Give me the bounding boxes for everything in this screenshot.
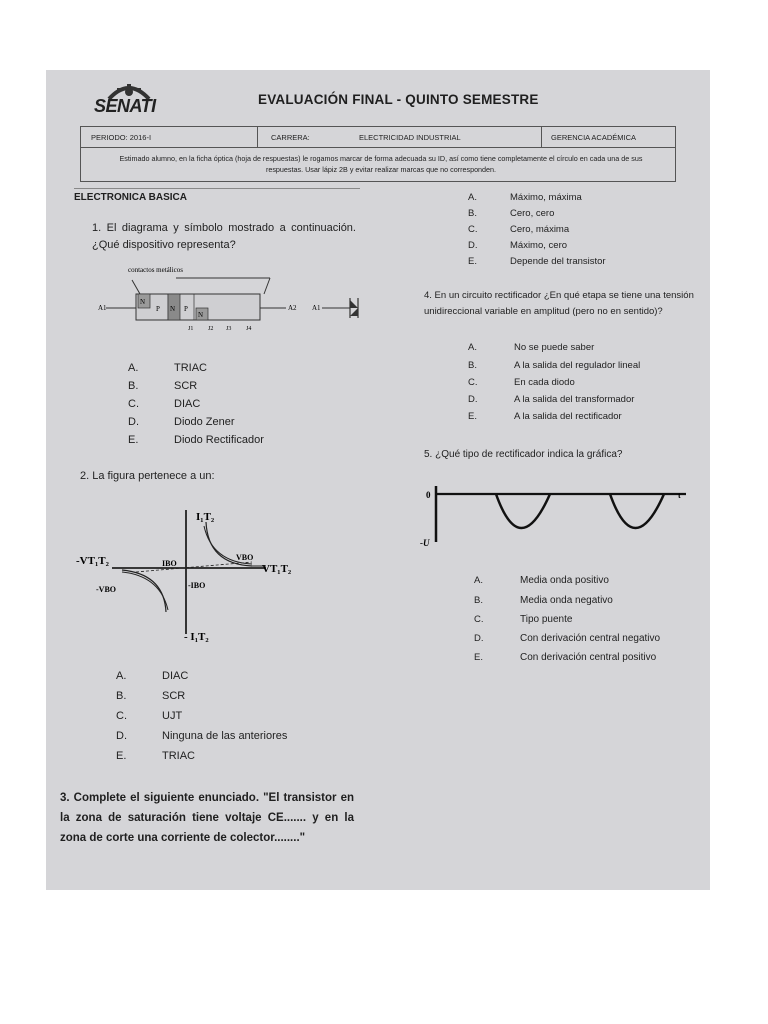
option[interactable]: B. xyxy=(116,690,127,702)
option-text: Media onda negativo xyxy=(520,595,613,606)
option-text: Máximo, cero xyxy=(510,240,568,251)
n3-label: N xyxy=(198,311,204,319)
option-text: TRIAC xyxy=(162,750,195,762)
carrera-value: ELECTRICIDAD INDUSTRIAL xyxy=(359,133,461,142)
option-text: SCR xyxy=(174,380,198,392)
p2-label: P xyxy=(184,305,188,313)
option-text: DIAC xyxy=(174,398,201,410)
option-text: DIAC xyxy=(162,670,189,682)
option-text: SCR xyxy=(162,690,186,702)
option[interactable]: E. xyxy=(116,750,127,762)
exam-sheet xyxy=(46,70,710,890)
option-text: Máximo, máxima xyxy=(510,192,582,203)
divider xyxy=(74,188,360,189)
option-text: A la salida del regulador lineal xyxy=(514,360,641,371)
option[interactable]: A. xyxy=(116,670,127,682)
question-1: 1. El diagrama y símbolo mostrado a continuación. ¿Qué dispositivo representa? xyxy=(92,222,356,251)
option[interactable]: E. xyxy=(468,411,477,422)
question-4: 4. En un circuito rectificador ¿En qué etapa se tiene una tensión unidireccional variable en amplitud (pero no en sentido)? xyxy=(424,290,694,317)
option[interactable]: A. xyxy=(468,192,477,203)
option[interactable]: A. xyxy=(474,575,483,586)
option-text: A la salida del rectificador xyxy=(514,411,622,422)
option[interactable]: C. xyxy=(468,224,478,235)
option-text: No se puede saber xyxy=(514,342,595,353)
q1-diagram xyxy=(96,264,366,336)
a1-label: A1 xyxy=(98,304,107,312)
symbol-a1-label: A1 xyxy=(312,304,321,312)
question-3: 3. Complete el siguiente enunciado. "El transistor en la zona de saturación tiene voltaje CE....... y en la zona de corte una corriente de colector........" xyxy=(60,792,354,844)
option-text: Depende del transistor xyxy=(510,256,606,267)
section-title: ELECTRONICA BASICA xyxy=(74,192,187,203)
j1-label: J1 xyxy=(188,326,194,332)
zero-label: 0 xyxy=(426,490,431,500)
question-2: 2. La figura pertenece a un: xyxy=(80,470,215,482)
periodo: PERIODO: 2016-I xyxy=(91,133,152,142)
option[interactable]: A. xyxy=(468,342,477,353)
vbo-label: VBO xyxy=(236,553,254,562)
option-text: Cero, máxima xyxy=(510,224,570,235)
option-text: Media onda positivo xyxy=(520,575,609,586)
carrera-label: CARRERA: xyxy=(271,133,310,142)
option-text: Cero, cero xyxy=(510,208,555,219)
option[interactable]: C. xyxy=(468,377,478,388)
option-text: Con derivación central negativo xyxy=(520,633,661,644)
option[interactable]: C. xyxy=(116,710,127,722)
right-axis-label: VT₁T₂ xyxy=(262,563,292,575)
info-row xyxy=(81,127,675,148)
option[interactable]: B. xyxy=(474,595,483,606)
j2-label: J2 xyxy=(208,326,214,332)
top-axis-label: I₁T₂ xyxy=(196,511,215,523)
option-text: A la salida del transformador xyxy=(514,394,635,405)
a2-label: A2 xyxy=(288,304,297,312)
n1-label: N xyxy=(140,298,146,306)
option[interactable]: D. xyxy=(474,633,484,644)
option[interactable]: D. xyxy=(128,416,139,428)
option[interactable]: B. xyxy=(468,208,477,219)
option[interactable]: B. xyxy=(468,360,477,371)
option[interactable]: E. xyxy=(474,652,483,663)
gerencia: GERENCIA ACADÉMICA xyxy=(551,133,637,142)
q5-graph xyxy=(420,482,690,554)
option[interactable]: D. xyxy=(468,394,478,405)
senati-logo-text: SENATI xyxy=(94,96,156,116)
option[interactable]: E. xyxy=(468,256,477,267)
j3-label: J3 xyxy=(226,326,232,332)
option[interactable]: B. xyxy=(128,380,139,392)
bottom-axis-label: - I₁T₂ xyxy=(184,631,209,642)
left-axis-label: -VT₁T₂ xyxy=(76,555,109,567)
neg-u-label: -U xyxy=(420,538,430,548)
instructions-note: Estimado alumno, en la ficha óptica (hoja de respuestas) le rogamos marcar de forma adecuada su ID, así como tiene completamente el círculo en cada una de sus respuestas. Usar lápiz 2B y evitar realizar marcas que no corresponden. xyxy=(119,154,643,174)
neg-vbo-label: -VBO xyxy=(96,585,116,594)
option[interactable]: D. xyxy=(468,240,478,251)
option-text: Diodo Zener xyxy=(174,416,235,428)
option[interactable]: D. xyxy=(116,730,127,742)
option[interactable]: C. xyxy=(128,398,139,410)
exam-title: EVALUACIÓN FINAL - QUINTO SEMESTRE xyxy=(258,92,539,107)
option-text: TRIAC xyxy=(174,362,207,374)
option-text: Con derivación central positivo xyxy=(520,652,657,663)
option[interactable]: C. xyxy=(474,614,484,625)
info-box xyxy=(80,126,676,182)
option-text: Diodo Rectificador xyxy=(174,434,264,446)
option-text: En cada diodo xyxy=(514,377,575,388)
option-text: Tipo puente xyxy=(520,614,573,625)
question-5: 5. ¿Qué tipo de rectificador indica la gráfica? xyxy=(424,449,623,460)
p1-label: P xyxy=(156,305,160,313)
contacts-label: contactos metálicos xyxy=(128,266,184,274)
option[interactable]: A. xyxy=(128,362,139,374)
q2-graph xyxy=(76,502,326,642)
option-text: UJT xyxy=(162,710,183,722)
option-text: Ninguna de las anteriores xyxy=(162,730,288,742)
neg-ibo-label: -IBO xyxy=(188,581,206,590)
n2-label: N xyxy=(170,305,176,313)
j4-label: J4 xyxy=(246,326,252,332)
t-label: t xyxy=(678,491,681,500)
option[interactable]: E. xyxy=(128,434,139,446)
ibo-label: IBO xyxy=(162,559,177,568)
